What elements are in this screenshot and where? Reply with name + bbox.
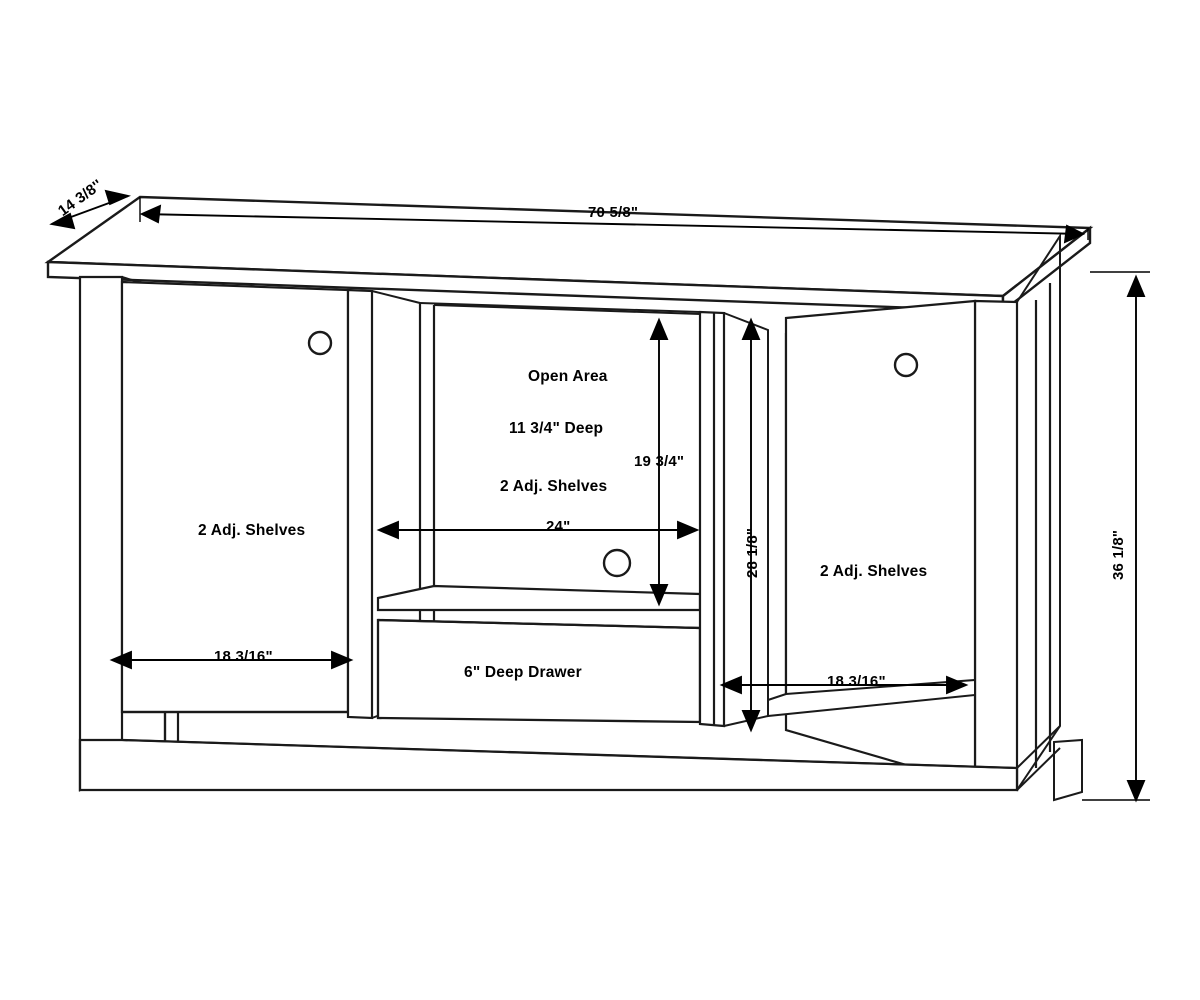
dimension-label-left-bay-width: 18 3/16" [214,648,273,665]
annotation-center-depth: 11 3/4" Deep [509,420,604,437]
annotation-drawer: 6" Deep Drawer [464,664,582,681]
dimension-label-open-area-height: 19 3/4" [634,453,685,470]
annotation-center-shelves: 2 Adj. Shelves [500,478,608,495]
annotation-right-shelves: 2 Adj. Shelves [820,563,928,580]
dimension-label-center-column-height: 28 1/8" [744,527,761,578]
annotation-left-shelves: 2 Adj. Shelves [198,522,306,539]
dimension-label-right-bay-width: 18 3/16" [827,673,886,690]
dimension-label-top-width: 70 5/8" [588,204,639,221]
dimension-label-overall-height: 36 1/8" [1110,529,1127,580]
dimension-label-open-area-width: 24" [546,518,571,535]
annotation-open-area: Open Area [528,368,608,385]
dimension-label-depth: 14 3/8'' [55,176,106,220]
